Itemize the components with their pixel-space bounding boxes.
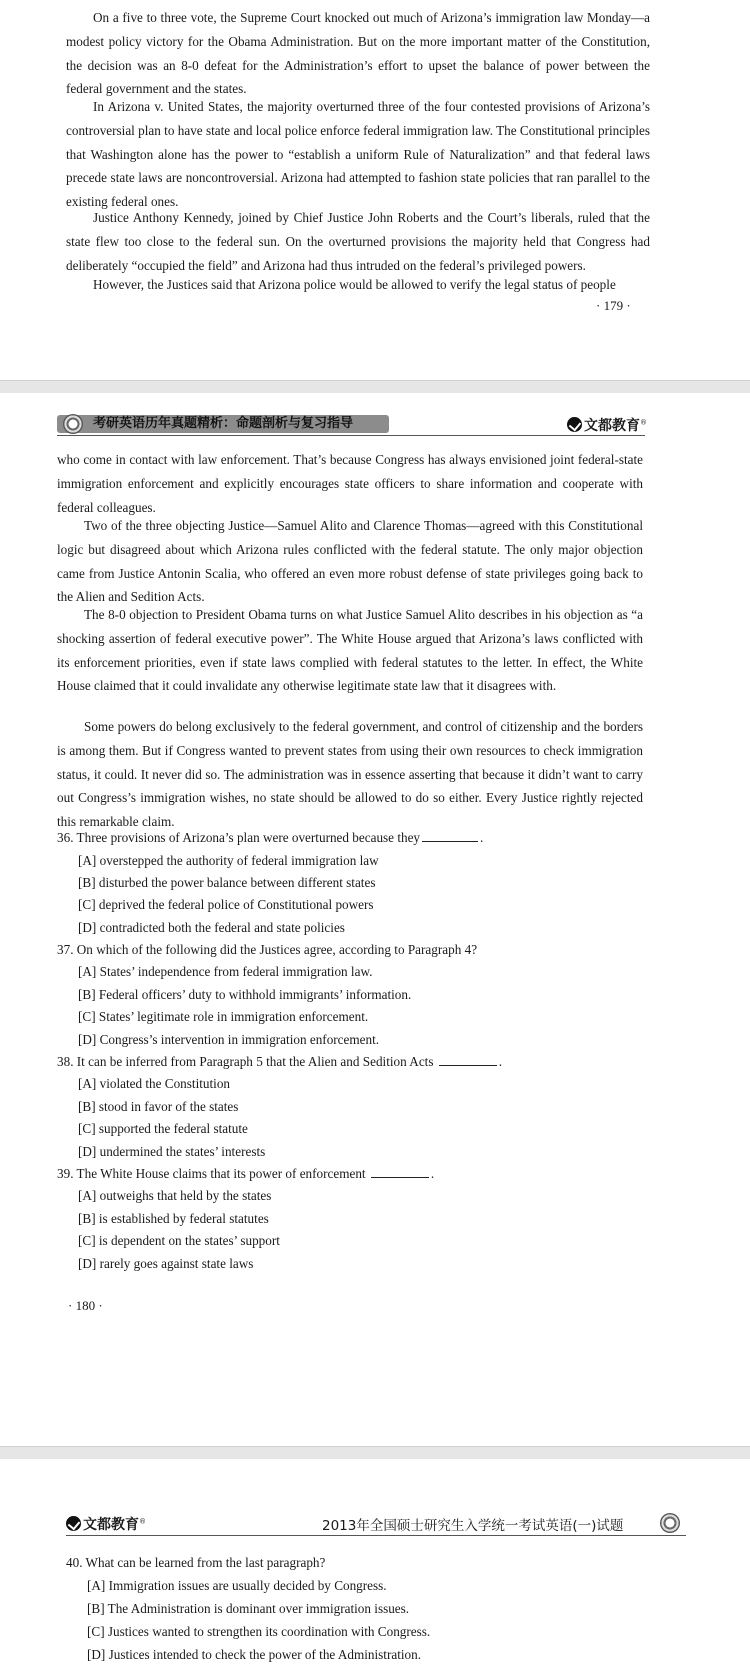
page-number: · 180 · — [68, 1298, 103, 1313]
question-36: 36. Three provisions of Arizona’s plan were overturned because they . — [57, 830, 484, 845]
page-separator — [0, 380, 750, 394]
option-d: [D] undermined the states’ interests — [78, 1144, 266, 1159]
option-b: [B] The Administration is dominant over immigration issues. — [87, 1601, 410, 1616]
page-179 — [0, 0, 750, 380]
option-a: [A] outweighs that held by the states — [78, 1188, 272, 1203]
option-b: [B] is established by federal statutes — [78, 1211, 269, 1226]
option-c: [C] is dependent on the states’ support — [78, 1233, 280, 1248]
option-a: [A] Immigration issues are usually decided by Congress. — [87, 1578, 387, 1593]
option-d: [D] rarely goes against state laws — [78, 1256, 254, 1271]
header-title: 考研英语历年真题精析：命题剖析与复习指导 — [93, 416, 354, 431]
brand-logo: 文都教育® — [66, 1514, 146, 1534]
option-a: [A] overstepped the authority of federal immigration law — [78, 853, 379, 868]
paragraph: The 8-0 objection to President Obama turns on what Justice Samuel Alito describes in his objection as “a shocking assertion of federal executive power”. The White House argued that Arizona’s laws conflicted with its enforcement priorities, even if state laws complied with federal statutes to the letter. In effect, the White House claimed that it could invalidate any otherwise legitimate state law that it disagrees with. — [57, 607, 643, 694]
option-a: [A] violated the Constitution — [78, 1076, 231, 1091]
brand-logo-icon — [66, 1516, 81, 1531]
paragraph: In Arizona v. United States, the majority overturned three of the four contested provisions of Arizona’s controversial plan to have state and local police enforce federal immigration law. The Constitutional principles that Washington alone has the power to “establish a uniform Rule of Naturalization” and that federal laws precede state laws are noncontroversial. Arizona had attempted to fashion state policies that ran parallel to the existing federal ones. — [66, 99, 650, 210]
question-40: 40. What can be learned from the last paragraph? — [66, 1555, 326, 1570]
seal-icon — [660, 1513, 680, 1533]
question-38: 38. It can be inferred from Paragraph 5 that the Alien and Sedition Acts . — [57, 1054, 503, 1069]
option-c: [C] supported the federal statute — [78, 1121, 248, 1136]
option-d: [D] Congress’s intervention in immigration enforcement. — [78, 1032, 380, 1047]
paragraph: who come in contact with law enforcement. That’s because Congress has always envisioned joint federal-state immigration enforcement and explicitly encourages state officers to share information and cooperate with federal colleagues. — [57, 452, 643, 515]
option-d: [D] contradicted both the federal and state policies — [78, 920, 345, 935]
option-c: [C] Justices wanted to strengthen its coordination with Congress. — [87, 1624, 431, 1639]
page-number: · 179 · — [596, 298, 631, 313]
option-b: [B] disturbed the power balance between different states — [78, 875, 376, 890]
answer-blank — [422, 829, 478, 842]
header-rule — [66, 1535, 686, 1536]
paragraph: Justice Anthony Kennedy, joined by Chief Justice John Roberts and the Court’s liberals, ruled that the state flew too close to the federal sun. On the overturned provisions the majority held that Congress had deliberately “occupied the field” and Arizona had thus intruded on the federal’s privileged powers. — [66, 210, 650, 273]
running-header — [57, 413, 645, 435]
answer-blank — [439, 1053, 497, 1066]
option-d: [D] Justices intended to check the power of the Administration. — [87, 1647, 422, 1662]
header-rule — [57, 435, 645, 436]
paragraph: Some powers do belong exclusively to the federal government, and control of citizenship and the borders is among them. But if Congress wanted to prevent states from using their own resources to check immigration status, it could. It never did so. The administration was in essence asserting that because it didn’t want to carry out Congress’s immigration wishes, no state should be allowed to do so either. Every Justice rightly rejected this remarkable claim. — [57, 719, 643, 830]
paragraph: However, the Justices said that Arizona police would be allowed to verify the legal status of people — [93, 277, 616, 292]
paragraph: On a five to three vote, the Supreme Court knocked out much of Arizona’s immigration law Monday—a modest policy victory for the Obama Administration. But on the more important matter of the Constitution, the decision was an 8-0 defeat for the Administration’s effort to upset the balance of power between the federal government and the states. — [66, 10, 650, 97]
page-181 — [0, 1459, 750, 1669]
option-c: [C] deprived the federal police of Constitutional powers — [78, 897, 374, 912]
option-c: [C] States’ legitimate role in immigration enforcement. — [78, 1009, 369, 1024]
header-title-bar — [57, 415, 389, 433]
paragraph: Two of the three objecting Justice—Samuel Alito and Clarence Thomas—agreed with this Constitutional logic but disagreed about which Arizona rules conflicted with the federal statute. The only major objection came from Justice Antonin Scalia, who offered an even more robust defense of state privileges going back to the Alien and Sedition Acts. — [57, 518, 643, 605]
question-37: 37. On which of the following did the Justices agree, according to Paragraph 4? — [57, 942, 478, 957]
brand-logo-icon — [567, 417, 582, 432]
page-180 — [0, 393, 750, 1446]
header-title: 2013年全国硕士研究生入学统一考试英语(一)试题 — [322, 1518, 624, 1534]
seal-icon — [63, 414, 83, 434]
option-b: [B] stood in favor of the states — [78, 1099, 239, 1114]
brand-logo: 文都教育® — [567, 415, 647, 435]
question-39: 39. The White House claims that its power of enforcement . — [57, 1166, 435, 1181]
option-b: [B] Federal officers’ duty to withhold immigrants’ information. — [78, 987, 412, 1002]
page-separator — [0, 1446, 750, 1460]
answer-blank — [371, 1165, 429, 1178]
option-a: [A] States’ independence from federal immigration law. — [78, 964, 373, 979]
